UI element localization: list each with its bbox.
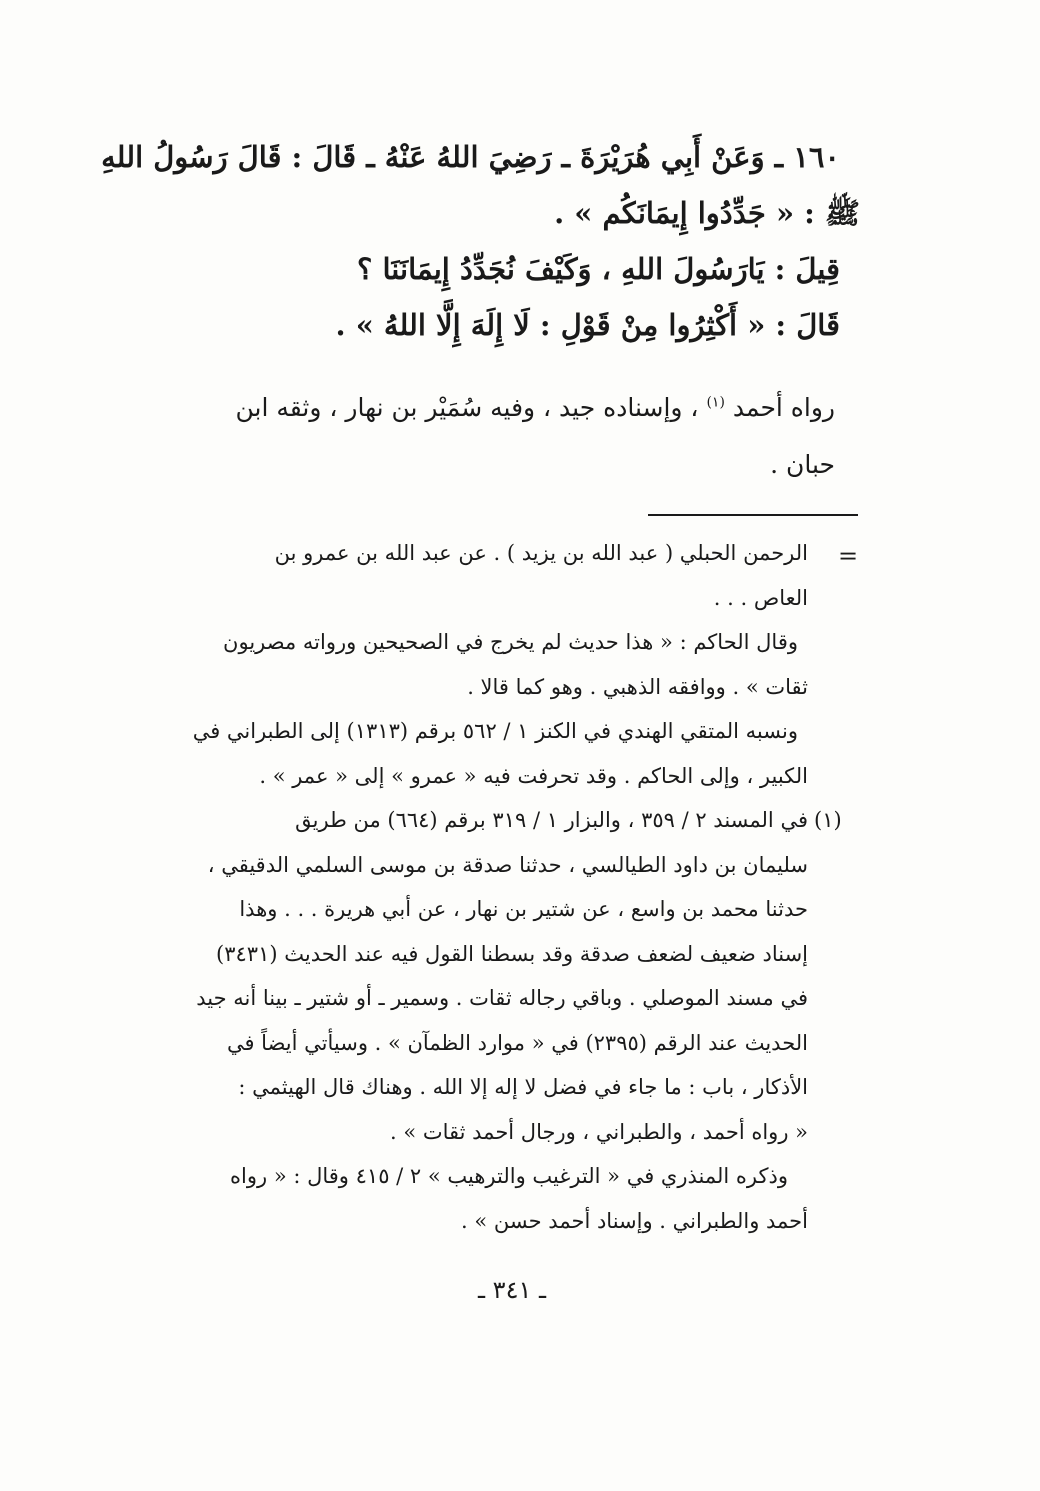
hadith-line-2: ﷺ : « جَدِّدُوا إِيمَانَكُم » . xyxy=(554,196,860,230)
footnote-1-line-2: سليمان بن داود الطيالسي ، حدثنا صدقة بن موسى السلمي الدقيقي ، xyxy=(207,853,808,877)
footnote-reference: (١) xyxy=(706,394,725,411)
footnote-1-line-6: الحديث عند الرقم (٢٣٩٥) في « موارد الظمآن » . وسيأتي أيضاً في xyxy=(226,1031,808,1055)
footnote-1-line-3: حدثنا محمد بن واسع ، عن شتير بن نهار ، عن أبي هريرة . . . وهذا xyxy=(239,897,808,921)
footnote-1-number: (١) xyxy=(814,808,842,832)
narration-text-b: ، وإسناده جيد ، وفيه سُمَيْر بن نهار ، وثقه ابن xyxy=(235,393,699,422)
footnote-cont-line-5: ونسبه المتقي الهندي في الكنز ١ / ٥٦٢ برقم (١٣١٣) إلى الطبراني في xyxy=(192,719,798,743)
footnote-cont-line-1: الرحمن الحبلي ( عبد الله بن يزيد ) . عن عبد الله بن عمرو بن xyxy=(274,541,808,565)
footnote-cont-line-2: العاص . . . xyxy=(713,586,808,610)
footnote-1-line-8: « رواه أحمد ، والطبراني ، ورجال أحمد ثقات » . xyxy=(389,1120,808,1144)
page-number: ـ ٣٤١ ـ xyxy=(478,1276,547,1304)
footnote-1-line-10: أحمد والطبراني . وإسناد أحمد حسن » . xyxy=(461,1209,808,1233)
hadith-line-1: ١٦٠ ـ وَعَنْ أَبِي هُرَيْرَةَ ـ رَضِيَ اللهُ عَنْهُ ـ قَالَ : قَالَ رَسُولُ اللهِ xyxy=(101,140,840,174)
hadith-line-3: قِيلَ : يَارَسُولَ اللهِ ، وَكَيْفَ نُجَدِّدُ إِيمَانَنَا ؟ xyxy=(356,252,840,286)
footnote-cont-line-3: وقال الحاكم : « هذا حديث لم يخرج في الصحيحين ورواته مصريون xyxy=(223,630,798,654)
footnote-1-line-9: وذكره المنذري في « الترغيب والترهيب » ٢ / ٤١٥ وقال : « رواه xyxy=(230,1164,788,1188)
hadith-line-4: قَالَ : « أَكْثِرُوا مِنْ قَوْلِ : لَا إِلَهَ إِلَّا اللهُ » . xyxy=(335,308,840,342)
footnote-cont-line-6: الكبير ، وإلى الحاكم . وقد تحرفت فيه « عمرو » إلى « عمر » . xyxy=(259,764,808,788)
footnote-1-line-7: الأذكار ، باب : ما جاء في فضل لا إله إلا الله . وهناك قال الهيثمي : xyxy=(238,1075,808,1099)
continuation-marker: = xyxy=(838,542,859,570)
footnote-1-line-5: في مسند الموصلي . وباقي رجاله ثقات . وسمير ـ أو شتير ـ بينا أنه جيد xyxy=(196,986,808,1010)
footnote-1-line-1: في المسند ٢ / ٣٥٩ ، والبزار ١ / ٣١٩ برقم (٦٦٤) من طريق xyxy=(295,808,808,832)
narration-line-1 xyxy=(235,393,835,422)
narration-text-a: رواه أحمد xyxy=(732,393,835,422)
footnote-separator xyxy=(648,514,858,516)
footnote-cont-line-4: ثقات » . ووافقه الذهبي . وهو كما قالا . xyxy=(467,675,808,699)
narration-line-2: حبان . xyxy=(770,450,835,479)
footnote-1-line-4: إسناد ضعيف لضعف صدقة وقد بسطنا القول فيه عند الحديث (٣٤٣١) xyxy=(216,942,808,966)
